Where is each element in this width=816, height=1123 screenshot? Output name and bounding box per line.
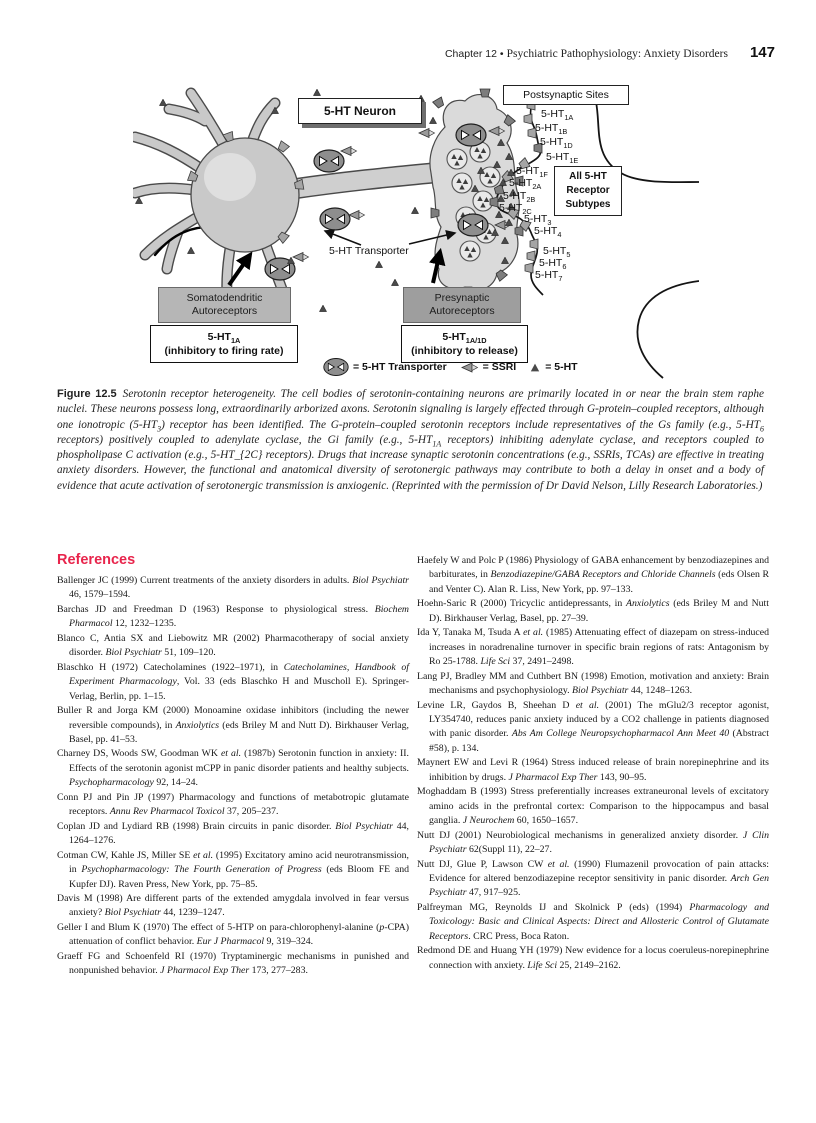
figure-legend <box>323 358 578 376</box>
receptor-label-5ht1a: $5-HT_{1A}$ <box>541 108 574 123</box>
references-right-list <box>417 554 769 973</box>
nucleus <box>204 153 256 201</box>
receptor-label-5ht1d: $5-HT_{1D}$ <box>540 136 573 151</box>
chapter-title: Psychiatric Pathophysiology: Anxiety Disorders <box>506 48 728 60</box>
reference-entry: Hoehn-Saric R (2000) Tricyclic antidepressants, in Anxiolytics (eds Briley M and Nutt D). Birkhauser Verlag, Basel, pp. 27–39. <box>417 598 769 624</box>
receptor-label-5ht2a: $5-HT_{2A}$ <box>509 177 542 192</box>
receptor-label-5ht3: $5-HT_3$ <box>524 213 552 228</box>
reference-entry: Moghaddam B (1993) Stress preferentially increases extraneuronal levels of excitatory amino acids in the prefrontal cortex: Comparison to the hippocampus and basal ganglia. J Neurochem 60, 1650–1657. <box>417 786 769 827</box>
reference-entry: Redmond DE and Huang YH (1979) New evidence for a locus coeruleus-norepinephrine connection with anxiety. Life Sci 25, 2149–2162. <box>417 945 769 971</box>
figure-12-5-diagram <box>133 85 699 383</box>
reference-entry: Buller R and Jorga KM (2000) Monoamine oxidase inhibitors (including the newer reversible compounds), in Anxiolytics (eds Briley M and Nutt D). Birkhauser Verlag, Basel, pp. 41–53. <box>57 705 409 745</box>
somatodendritic-autoreceptors-box: Somatodendritic Autoreceptors <box>158 287 291 323</box>
presynaptic-autoreceptors-box: Presynaptic Autoreceptors <box>403 287 521 323</box>
chapter-label: Chapter 12 <box>444 48 497 60</box>
reference-entry: Nutt DJ (2001) Neurobiological mechanisms in generalized anxiety disorder. J Clin Psychiatr 62(Suppl 11), 22–27. <box>417 829 769 856</box>
ssri-icon <box>460 361 479 374</box>
receptor-label-5ht2b: $5-HT_{2B}$ <box>503 190 536 205</box>
references-left-list <box>57 574 409 979</box>
postsynaptic-cell-outline-bottom <box>637 281 699 378</box>
receptor-label-5ht2c: $5-HT_{2C}$ <box>499 202 532 217</box>
cell-body <box>188 132 304 252</box>
receptor-label-5ht7: $5-HT_7$ <box>535 269 563 284</box>
postsynaptic-sites-label-box: Postsynaptic Sites <box>503 85 629 105</box>
running-head <box>0 44 775 62</box>
all-receptor-subtypes-box: All 5-HT Receptor Subtypes <box>554 166 622 216</box>
axon <box>293 173 433 189</box>
reference-entry: Nutt DJ, Glue P, Lawson CW et al. (1990) Flumazenil provocation of pain attacks: Evidence for altered benzodiazepine receptor sensitivity in panic disorder. Arch Gen Psychiatr 47, 917–925. <box>417 858 769 899</box>
reference-entry: Levine LR, Gaydos B, Sheehan D et al. (2001) The mGlu2/3 receptor agonist, LY354740, reduces panic anxiety induced by a CO2 challenge in patients diagnosed with panic disorder. Abs Am College Neuropsychopharmacol Ann Meet 40 (Abstract #58), p. 134. <box>417 699 770 754</box>
references-left-column <box>57 552 409 979</box>
receptor-label-5ht1e: $5-HT_{1E}$ <box>546 151 579 166</box>
receptor-label-5ht1f: $5-HT_{1F}$ <box>516 165 548 180</box>
transporter-icon <box>323 358 349 376</box>
serotonin-triangle-icon <box>529 362 541 373</box>
reference-entry: Barchas JD and Freedman D (1963) Response to physiological stress. Biochem Pharmacol 12, 1232–1235. <box>57 603 409 630</box>
reference-entry: Maynert EW and Levi R (1964) Stress induced release of brain norepinephrine and its inhibition by drugs. J Pharmacol Exp Ther 143, 90–95. <box>417 757 769 783</box>
reference-entry: Haefely W and Polc P (1986) Physiology of GABA enhancement by benzodiazepines and barbiturates, in Benzodiazepine/GABA Receptors and Chloride Channels (eds Olsen R and Venter C). Alan R. Liss, New York, pp. 97–133. <box>417 555 770 595</box>
bullet-separator: • <box>499 48 504 60</box>
reference-entry: Cotman CW, Kahle JS, Miller SE et al. (1995) Excitatory amino acid neurotransmission, in Psychopharmacology: The Fourth Generation of Progress (eds Bloom FE and Kupfer DJ). Raven Press, New York, pp. 75–85. <box>57 849 409 890</box>
receptor-label-5ht1b: $5-HT_{1B}$ <box>535 122 568 137</box>
neuron-label-box: 5-HT Neuron <box>298 98 422 124</box>
figure-caption <box>57 387 764 494</box>
receptor-label-5ht5: $5-HT_5$ <box>543 245 571 260</box>
reference-entry: Coplan JD and Lydiard RB (1998) Brain circuits in panic disorder. Biol Psychiatr 44, 1264–1276. <box>57 820 410 847</box>
figure-caption-text: Serotonin receptor heterogeneity. The cell bodies of serotonin-containing neurons are primarily located in or near the brain stem raphe nuclei. These neurons possess long, extraordinarily arborized axons. Serotonin signaling is largely effected through G-protein–coupled receptors, although one ionotropic $(5-HT_3)$ receptor has been identified. The G-protein–coupled serotonin receptors include representatives of the Gs family (e.g., $5-HT_6$ receptors) positively coupled to adenylate cyclase, the Gi family (e.g., $5-HT_{1A}$ receptors) inhibiting adenylate cyclase, and receptors coupled to phospholipase C activation (e.g., 5-HT_{2C} receptors). Drugs that increase synaptic serotonin concentrations (e.g., SSRIs, TCAs) are effective in treating anxiety disorders. However, the functional and anatomical diversity of serotonergic pathways may contribute to both a delay in onset and a body of evidence that acute activation of serotonergic transmission is anxiogenic. (Reprinted with the permission of Dr David Nelson, Lilly Research Laboratories.) <box>57 388 765 492</box>
reference-entry: Davis M (1998) Are different parts of the extended amygdala involved in fear versus anxiety? Biol Psychiatr 44, 1239–1247. <box>57 892 409 919</box>
receptor-label-5ht4: $5-HT_4$ <box>534 225 562 240</box>
receptor-label-5ht6: $5-HT_6$ <box>539 257 567 272</box>
reference-entry: Lang PJ, Bradley MM and Cuthbert BN (1998) Emotion, motivation and anxiety: Brain mechanisms and psychophysiology. Biol Psychiatr 44, 1248–1263. <box>417 670 769 697</box>
legend-item-transporter: = 5-HT Transporter <box>323 358 447 376</box>
legend-item-serotonin: = 5-HT <box>529 361 577 373</box>
references-right-column <box>417 554 769 973</box>
reference-entry: Conn PJ and Pin JP (1997) Pharmacology and functions of metabotropic glutamate receptors. Annu Rev Pharmacol Toxicol 37, 205–237. <box>57 791 409 818</box>
reference-entry: Graeff FG and Schoenfeld RI (1970) Tryptaminergic mechanisms in punished and nonpunished behavior. J Pharmacol Exp Ther 173, 277–283. <box>57 950 409 977</box>
5ht1a-inhibitory-box: $5-HT_{1A}$ (inhibitory to firing rate) <box>150 325 298 363</box>
legend-item-ssri: = SSRI <box>460 361 517 374</box>
reference-entry: Palfreyman MG, Reynolds IJ and Skolnick P (eds) (1994) Pharmacology and Toxicology: Basic and Clinical Aspects: Direct and Allosteric Control of Glutamate Receptors. CRC Press, Boca Raton. <box>417 901 770 942</box>
reference-entry: Geller I and Blum K (1970) The effect of 5-HTP on para-chlorophenyl-alanine (p-CPA) attenuation of conflict behavior. Eur J Pharmacol 9, 319–324. <box>57 921 409 948</box>
references-heading: References <box>57 552 136 568</box>
reference-entry: Ida Y, Tanaka M, Tsuda A et al. (1985) Attenuating effect of diazepam on stress-induced increases in noradrenaline turnover in specific brain regions of rats: Antagonism by Ro 25-1788. Life Sci 37, 2491–2498. <box>417 627 769 668</box>
reference-entry: Blaschko H (1972) Catecholamines (1922–1971), in Catecholamines, Handbook of Experiment Pharmacology, Vol. 33 (eds Blaschko H and Muscholl E). Springer-Verlag, Berlin, pp. 1–15. <box>57 661 409 702</box>
reference-entry: Charney DS, Woods SW, Goodman WK et al. (1987b) Serotonin function in anxiety: II. Effects of the serotonin agonist mCPP in panic disorder patients and healthy subjects. Psychopharmacology 92, 14–24. <box>57 748 409 789</box>
figure-caption-label: Figure 12.5 <box>57 388 117 400</box>
page-number: 147 <box>749 44 775 61</box>
reference-entry: Blanco C, Antia SX and Liebowitz MR (2002) Pharmacotherapy of social anxiety disorder. Biol Psychiatr 51, 109–120. <box>57 632 409 659</box>
5ht1a1d-inhibitory-box: $5-HT_{1A/1D}$ (inhibitory to release) <box>401 325 528 363</box>
transporter-label: 5-HT Transporter <box>329 245 409 257</box>
reference-entry: Ballenger JC (1999) Current treatments of the anxiety disorders in adults. Biol Psychiatr 46, 1579–1594. <box>57 575 409 601</box>
